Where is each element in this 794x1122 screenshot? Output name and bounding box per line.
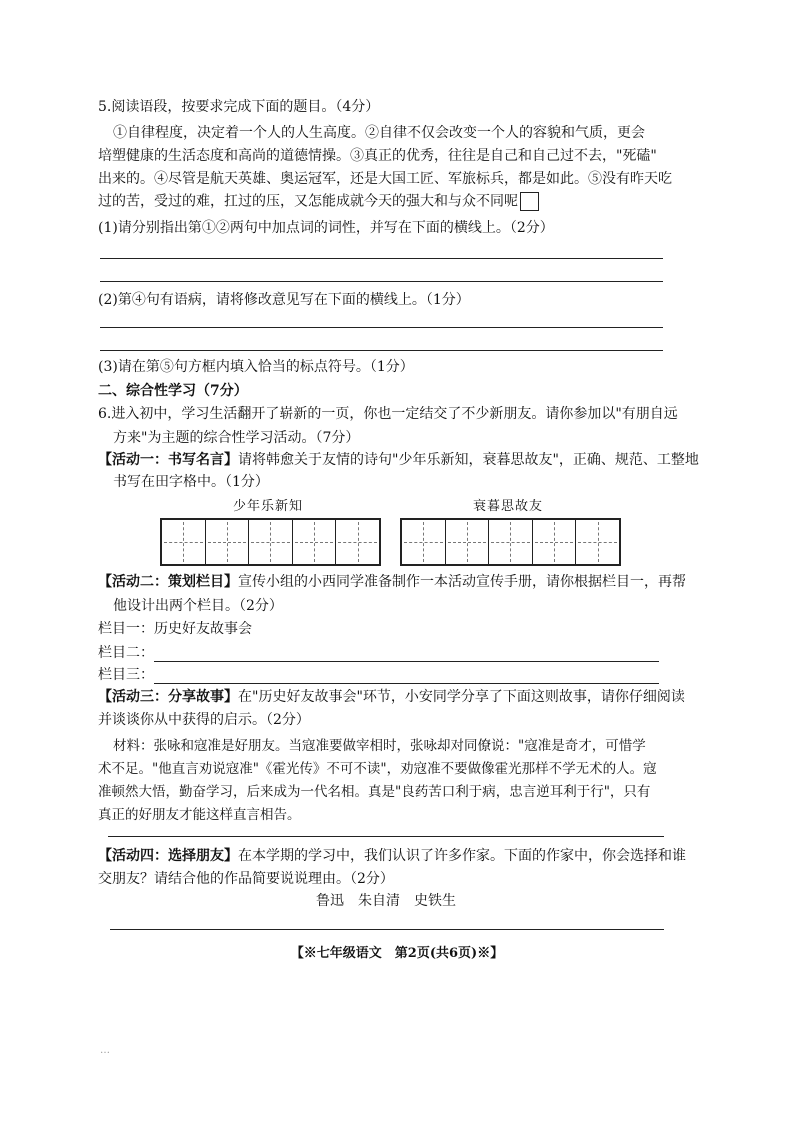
punctuation-answer-box[interactable] <box>520 192 539 211</box>
q5-passage-line: 培塑健康的生活态度和高尚的道德情操。③真正的优秀，往往是自己和自己过不去，"死磕" <box>98 148 657 164</box>
activity-1-label: 【活动一：书写名言】 <box>98 452 238 468</box>
activity-2 <box>98 573 686 591</box>
page-footer: 【※七年级语文 第2页(共6页)※】 <box>290 946 504 961</box>
q5-sub2: (2)第④句有语病，请将修改意见写在下面的横线上。（1分） <box>98 292 470 308</box>
tianzige-cell[interactable] <box>248 520 292 564</box>
q5-passage-line: ①自律程度，决定着一个人的人生高度。②自律不仅会改变一个人的容貌和气质，更会 <box>113 125 645 141</box>
material-line: 术不足。"他直言劝说寇准"《霍光传》不可不读"，劝寇准不要做像霍光那样不学无术的人。寇 <box>98 761 657 777</box>
column-2-answer-line[interactable] <box>154 649 659 662</box>
answer-line[interactable] <box>100 350 663 351</box>
q5-passage-text: 过的苦，受过的难，扛过的压，又怎能成就今天的强大和与众不同呢 <box>98 193 518 210</box>
author-list: 鲁迅 朱自清 史铁生 <box>316 893 456 909</box>
q6-intro: 6.进入初中，学习生活翻开了崭新的一页，你也一定结交了不少新朋友。请你参加以"有朋自远 <box>98 406 678 422</box>
activity-1-text: 请将韩愈关于友情的诗句"少年乐新知，衰暮思故友"，正确、规范、工整地 <box>238 452 699 468</box>
column-3-label: 栏目三： <box>98 667 154 683</box>
q5-sub1: (1)请分别指出第①②两句中加点词的词性，并写在下面的横线上。（2分） <box>98 220 554 236</box>
corner-mark: … <box>100 1045 110 1056</box>
tianzige-cell[interactable] <box>532 520 576 564</box>
activity-3 <box>98 688 685 706</box>
column-3 <box>98 666 659 684</box>
activity-4-label: 【活动四：选择朋友】 <box>98 848 238 864</box>
column-1: 栏目一：历史好友故事会 <box>98 621 252 637</box>
material-line: 真正的好朋友才能这样直言相告。 <box>98 807 301 823</box>
tianzige-grid-right[interactable] <box>400 518 621 566</box>
tianzige-grid-left[interactable] <box>160 518 381 566</box>
activity-1 <box>98 451 699 469</box>
section-heading: 二、综合性学习（7分） <box>98 383 248 399</box>
q5-sub3: (3)请在第⑤句方框内填入恰当的标点符号。（1分） <box>98 359 414 375</box>
activity-3-text: 在"历史好友故事会"环节，小安同学分享了下面这则故事，请你仔细阅读 <box>238 689 685 705</box>
tianzige-cell[interactable] <box>402 520 445 564</box>
grid-caption-right: 衰暮思故友 <box>473 499 544 514</box>
column-2 <box>98 644 659 662</box>
column-2-label: 栏目二： <box>98 645 154 661</box>
material-line: 准顿然大悟，勤奋学习，后来成为一代名相。真是"良药苦口利于病，忠言逆耳利于行"，只有 <box>98 784 651 800</box>
tianzige-cell[interactable] <box>205 520 249 564</box>
tianzige-cell[interactable] <box>292 520 336 564</box>
answer-line[interactable] <box>100 258 663 259</box>
tianzige-cell[interactable] <box>162 520 205 564</box>
tianzige-cell[interactable] <box>488 520 532 564</box>
q5-passage-line <box>98 192 539 211</box>
answer-line[interactable] <box>108 836 664 837</box>
activity-2-text: 宣传小组的小西同学准备制作一本活动宣传手册，请你根据栏目一，再帮 <box>238 574 686 590</box>
tianzige-cell[interactable] <box>335 520 379 564</box>
q5-passage-line: 出来的。④尽管是航天英雄、奥运冠军，还是大国工匠、军旅标兵，都是如此。⑤没有昨天吃 <box>98 171 672 187</box>
activity-4 <box>98 847 686 865</box>
answer-line[interactable] <box>100 327 663 328</box>
activity-4-text: 交朋友？请结合他的作品简要说说理由。（2分） <box>98 871 394 887</box>
q5-prompt: 5.阅读语段，按要求完成下面的题目。（4分） <box>98 99 380 115</box>
tianzige-cell[interactable] <box>575 520 619 564</box>
answer-line[interactable] <box>110 929 664 930</box>
q6-intro: 方来"为主题的综合性学习活动。（7分） <box>113 430 360 446</box>
tianzige-cell[interactable] <box>445 520 489 564</box>
activity-1-text: 书写在田字格中。（1分） <box>113 474 269 490</box>
activity-3-label: 【活动三：分享故事】 <box>98 689 238 705</box>
activity-4-text: 在本学期的学习中，我们认识了许多作家。下面的作家中，你会选择和谁 <box>238 848 686 864</box>
activity-2-text: 他设计出两个栏目。（2分） <box>113 598 283 614</box>
answer-line[interactable] <box>100 281 663 282</box>
column-3-answer-line[interactable] <box>154 671 659 684</box>
activity-2-label: 【活动二：策划栏目】 <box>98 574 238 590</box>
activity-3-text: 并谈谈你从中获得的启示。（2分） <box>98 712 310 728</box>
material-line: 材料：张咏和寇准是好朋友。当寇准要做宰相时，张咏却对同僚说："寇准是奇才，可惜学 <box>113 738 646 754</box>
grid-caption-left: 少年乐新知 <box>233 499 304 514</box>
